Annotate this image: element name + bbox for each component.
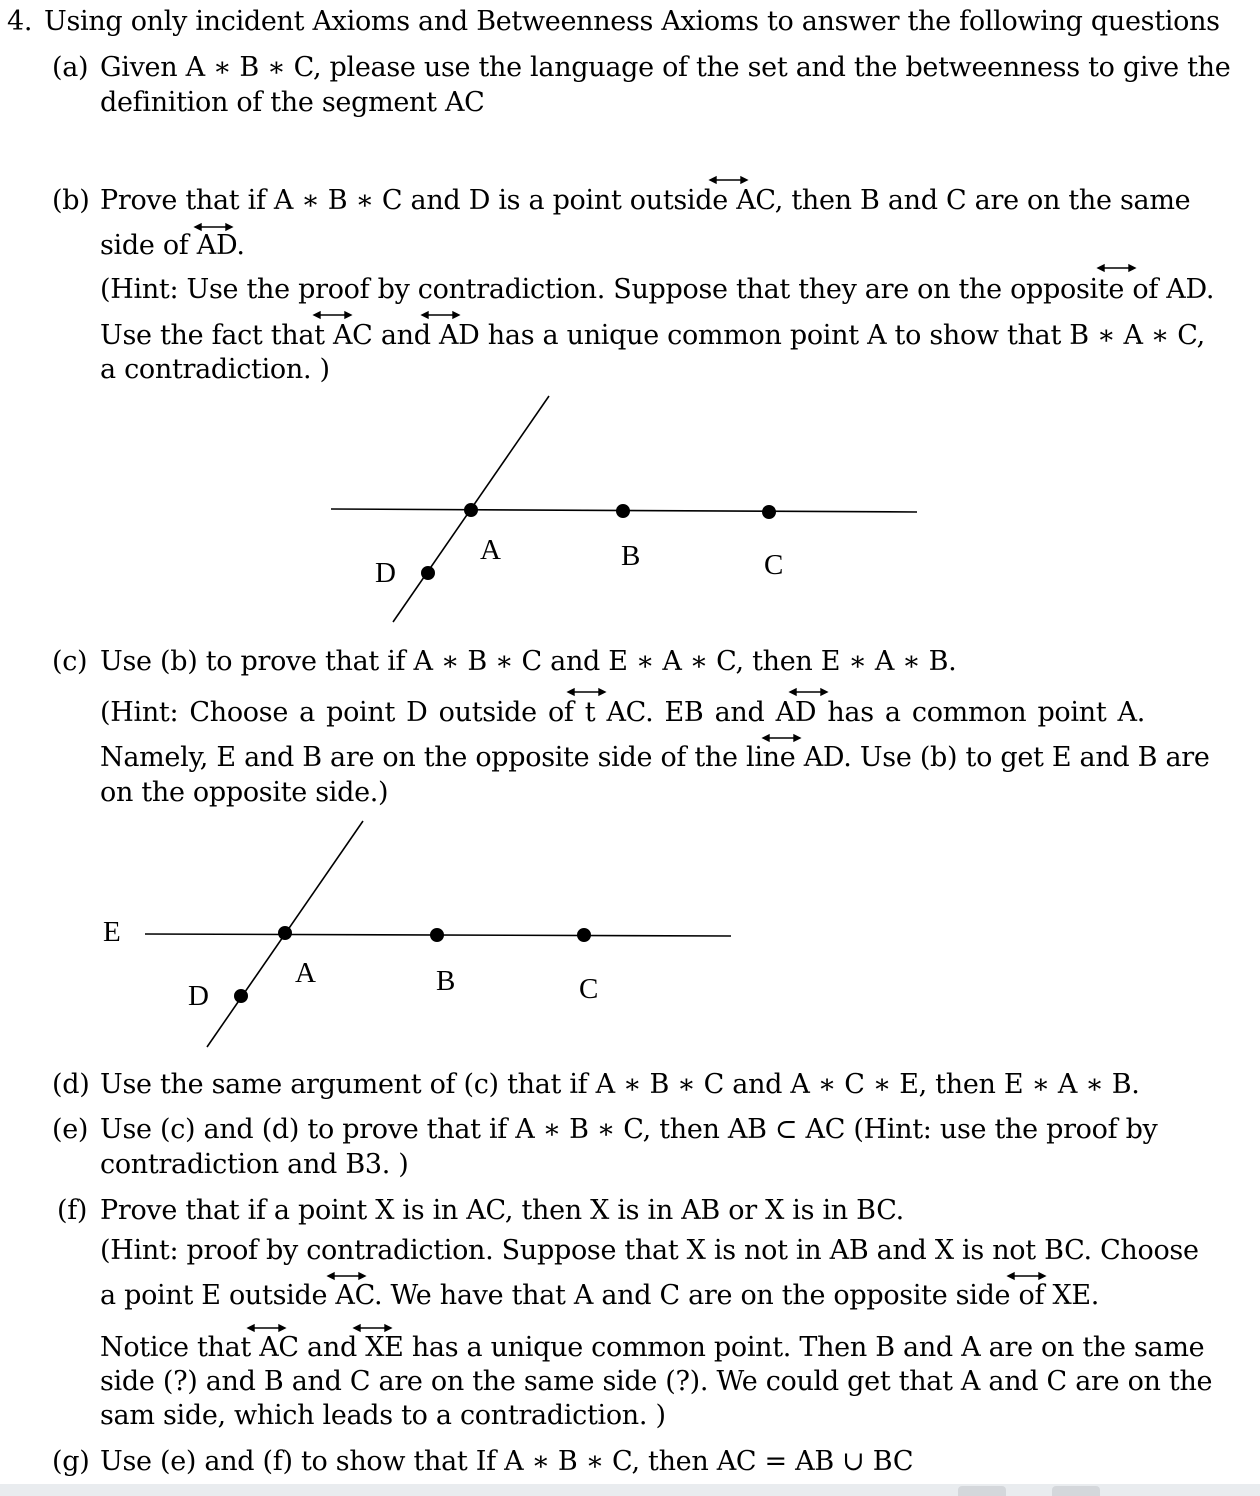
overbar-arrow-ac-ch1 bbox=[568, 689, 605, 695]
part-e-label: (e) bbox=[52, 1114, 89, 1145]
part-b-label: (b) bbox=[52, 185, 90, 216]
part-b-line1: Prove that if A ∗ B ∗ C and D is a point outside AC, then B and C are on the same bbox=[100, 185, 1191, 216]
part-c-label: (c) bbox=[52, 646, 88, 677]
overbar-arrow-ac-b1 bbox=[710, 177, 747, 183]
fig2-label-c: C bbox=[579, 973, 599, 1005]
viewer-button-1[interactable] bbox=[958, 1486, 1006, 1496]
fig2-label-a: A bbox=[295, 957, 316, 989]
part-c-hint-line2: Namely, E and B are on the opposite side of the line AD. Use (b) to get E and B are bbox=[100, 742, 1210, 773]
fig2-label-e: E bbox=[103, 916, 121, 948]
fig1-point-d bbox=[422, 567, 435, 580]
overbar-arrow-ac-bh2 bbox=[314, 312, 351, 318]
fig1-point-a bbox=[465, 504, 478, 517]
fig2-label-b: B bbox=[436, 965, 456, 997]
part-b-hint-line2: Use the fact that AC and AD has a unique common point A to show that B ∗ A ∗ C, bbox=[100, 320, 1205, 351]
fig1-point-c bbox=[763, 506, 776, 519]
part-e-line2: contradiction and B3. ) bbox=[100, 1149, 409, 1180]
question-title: Using only incident Axioms and Betweenness Axioms to answer the following questions bbox=[44, 6, 1220, 37]
part-g-label: (g) bbox=[52, 1446, 90, 1477]
figure-1 bbox=[331, 396, 917, 622]
fig1-label-d: D bbox=[375, 557, 396, 589]
overbar-arrow-ad-bh2b bbox=[422, 312, 459, 318]
part-f-line1: Prove that if a point X is in AC, then X is in AB or X is in BC. bbox=[100, 1195, 904, 1226]
fig1-label-a: A bbox=[480, 534, 501, 566]
part-g-line1: Use (e) and (f) to show that If A ∗ B ∗ C, then AC = AB ∪ BC bbox=[100, 1446, 914, 1477]
overbar-arrow-ad-ch1b bbox=[790, 689, 827, 695]
viewer-button-2[interactable] bbox=[1052, 1486, 1100, 1496]
overbar-arrow-ad-b2 bbox=[195, 224, 232, 230]
part-f-hint-line1: (Hint: proof by contradiction. Suppose that X is not in AB and X is not BC. Choose bbox=[100, 1235, 1199, 1266]
fig1-label-c: C bbox=[764, 549, 784, 581]
fig2-point-c bbox=[578, 929, 591, 942]
part-c-hint-line3: on the opposite side.) bbox=[100, 777, 389, 808]
fig2-point-a bbox=[279, 927, 292, 940]
fig1-label-b: B bbox=[621, 540, 641, 572]
part-a-line2: definition of the segment AC bbox=[100, 87, 485, 118]
part-d-line1: Use the same argument of (c) that if A ∗ B ∗ C and A ∗ C ∗ E, then E ∗ A ∗ B. bbox=[100, 1069, 1140, 1100]
fig1-point-b bbox=[617, 505, 630, 518]
part-f-hint-line3: Notice that AC and XE has a unique common point. Then B and A are on the same bbox=[100, 1332, 1205, 1363]
part-a-line1: Given A ∗ B ∗ C, please use the language of the set and the betweenness to give the bbox=[100, 52, 1231, 83]
part-b-hint-line1: (Hint: Use the proof by contradiction. Suppose that they are on the opposite of AD. bbox=[100, 274, 1215, 305]
overbar-arrow-ad-bh1 bbox=[1098, 265, 1135, 271]
figure-2 bbox=[145, 821, 731, 1047]
part-f-hint-line2: a point E outside AC. We have that A and C are on the opposite side of XE. bbox=[100, 1280, 1100, 1311]
part-c-hint-line1: (Hint: Choose a point D outside of t AC. EB and AD has a common point A. bbox=[100, 697, 1145, 728]
part-b-line2: side of AD. bbox=[100, 230, 245, 261]
part-c-line1: Use (b) to prove that if A ∗ B ∗ C and E ∗ A ∗ C, then E ∗ A ∗ B. bbox=[100, 646, 957, 677]
fig2-point-d bbox=[235, 990, 248, 1003]
part-f-hint-line5: sam side, which leads to a contradiction. ) bbox=[100, 1400, 666, 1431]
fig2-point-b bbox=[431, 929, 444, 942]
part-d-label: (d) bbox=[52, 1069, 90, 1100]
question-number: 4. bbox=[7, 6, 33, 37]
part-e-line1: Use (c) and (d) to prove that if A ∗ B ∗ C, then AB ⊂ AC (Hint: use the proof by bbox=[100, 1114, 1158, 1145]
part-a-label: (a) bbox=[52, 52, 89, 83]
part-f-label: (f) bbox=[57, 1195, 88, 1226]
part-f-hint-line4: side (?) and B and C are on the same side (?). We could get that A and C are on the bbox=[100, 1366, 1213, 1397]
part-b-hint-line3: a contradiction. ) bbox=[100, 354, 330, 385]
fig2-label-d: D bbox=[188, 980, 209, 1012]
